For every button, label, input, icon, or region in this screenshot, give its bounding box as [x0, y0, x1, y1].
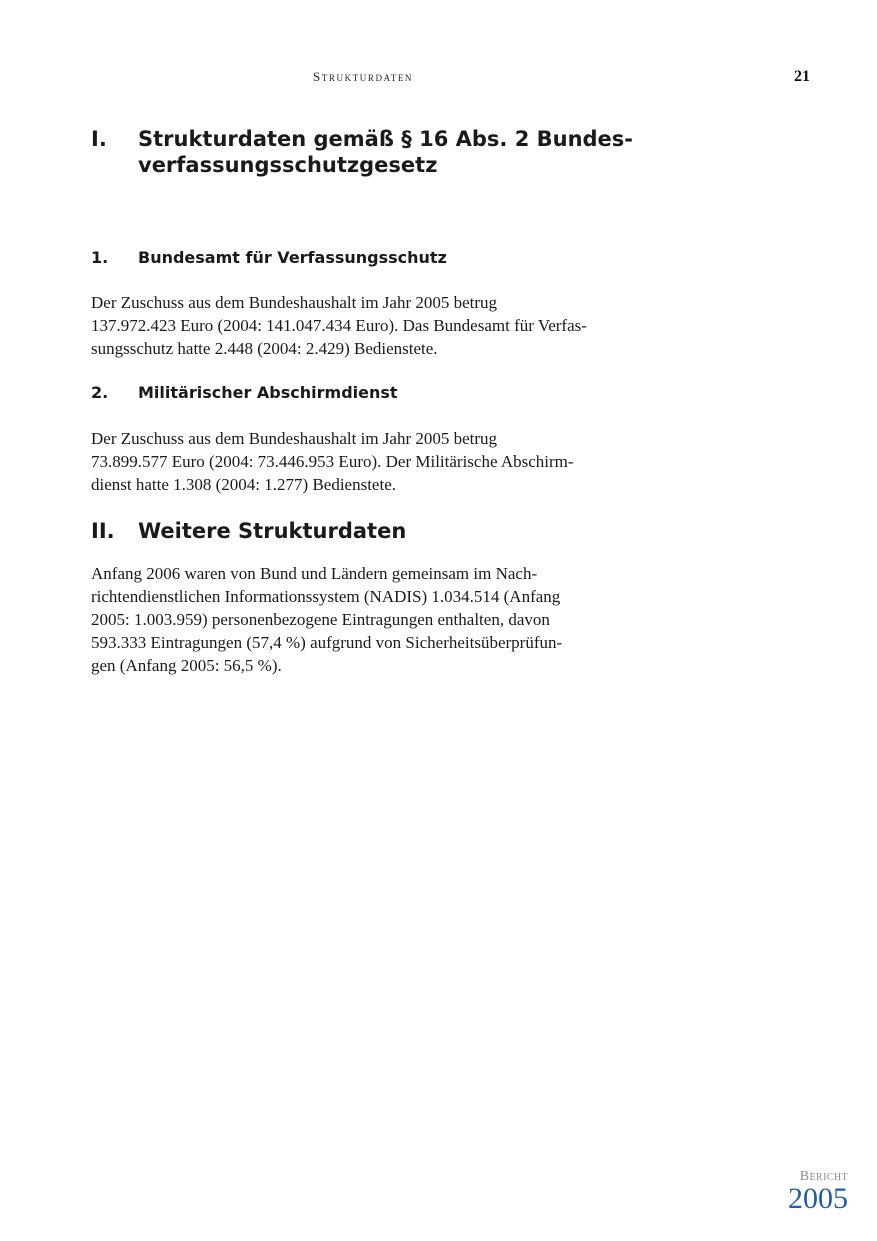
paragraph-line: dienst hatte 1.308 (2004: 1.277) Bedienstete.	[91, 475, 396, 494]
section-1-title	[138, 126, 651, 178]
paragraph-line: Der Zuschuss aus dem Bundeshaushalt im Jahr 2005 betrug	[91, 429, 498, 448]
subsection-2-number: 2.	[91, 383, 109, 402]
subsection-2-heading	[91, 383, 651, 403]
page-content	[91, 126, 651, 677]
section-2-number: II.	[91, 519, 115, 543]
paragraph-line: 2005: 1.003.959) personenbezogene Eintragungen enthalten, davon	[91, 610, 550, 629]
section-1-number: I.	[91, 127, 107, 151]
logo-word: Bericht	[799, 1169, 848, 1184]
subsection-1-title: Bundesamt für Verfassungsschutz	[138, 248, 447, 267]
running-header: Strukturdaten	[312, 69, 414, 84]
paragraph-line: 593.333 Eintragungen (57,4 %) aufgrund von Sicherheitsüberprüfun-	[91, 633, 563, 652]
subsection-1-paragraph	[91, 291, 651, 360]
subsection-2-paragraph	[91, 427, 651, 496]
section-2-paragraph	[91, 562, 651, 677]
bericht-2005-logo	[776, 1169, 848, 1213]
section-1-heading	[91, 126, 651, 178]
paragraph-line: gen (Anfang 2005: 56,5 %).	[91, 656, 282, 675]
subsection-1-number: 1.	[91, 248, 109, 267]
page-number: 21	[794, 68, 810, 85]
subsection-2-title: Militärischer Abschirmdienst	[138, 383, 398, 402]
section-2-heading	[91, 518, 651, 544]
paragraph-line: Anfang 2006 waren von Bund und Ländern gemeinsam im Nach-	[91, 564, 538, 583]
section-1-title-line-2: verfassungsschutzgesetz	[138, 153, 438, 177]
paragraph-line: richtendienstlichen Informationssystem (NADIS) 1.034.514 (Anfang	[91, 587, 561, 606]
paragraph-line: sungsschutz hatte 2.448 (2004: 2.429) Bedienstete.	[91, 339, 438, 358]
logo-year: 2005	[788, 1182, 848, 1215]
section-1-title-line-1: Strukturdaten gemäß § 16 Abs. 2 Bundes-	[138, 127, 634, 151]
paragraph-line: 137.972.423 Euro (2004: 141.047.434 Euro). Das Bundesamt für Verfas-	[91, 316, 587, 335]
subsection-1-heading	[91, 248, 651, 268]
section-2-title: Weitere Strukturdaten	[138, 519, 407, 543]
paragraph-line: Der Zuschuss aus dem Bundeshaushalt im Jahr 2005 betrug	[91, 293, 498, 312]
paragraph-line: 73.899.577 Euro (2004: 73.446.953 Euro). Der Militärische Abschirm-	[91, 452, 574, 471]
